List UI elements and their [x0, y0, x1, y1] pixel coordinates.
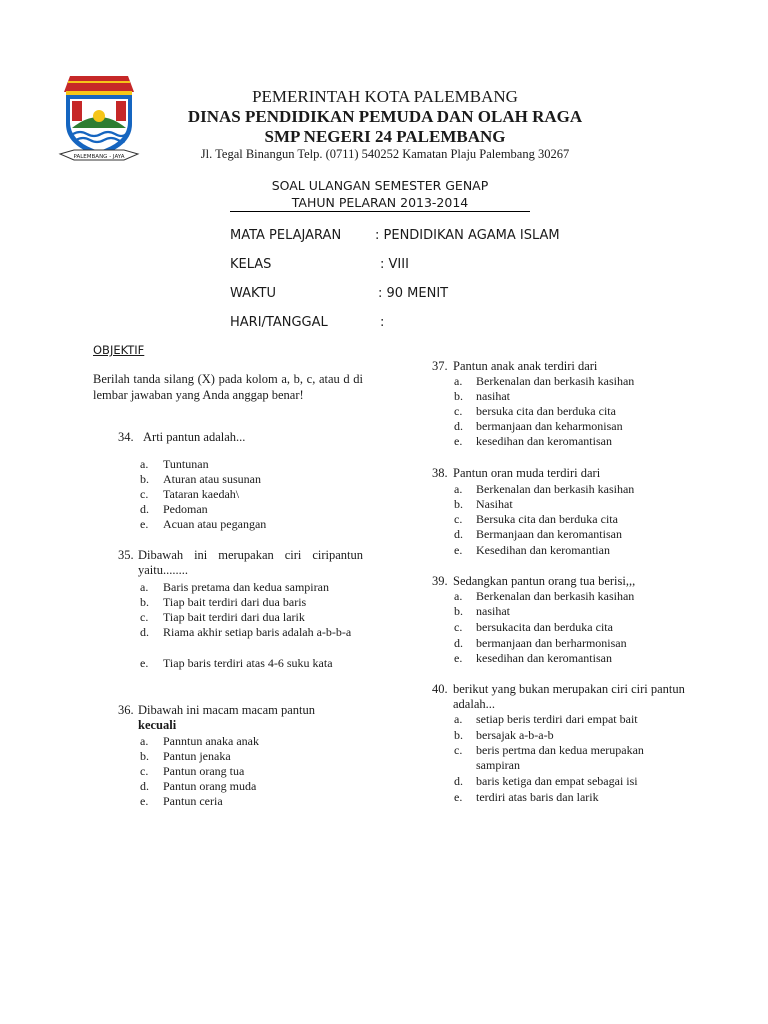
- option[interactable]: e. Tiap baris terdiri atas 4-6 suku kata: [140, 656, 333, 670]
- question-number: 39.: [432, 574, 448, 588]
- option[interactable]: a. Berkenalan dan berkasih kasihan: [454, 482, 635, 496]
- question-emphasis: kecuali: [138, 718, 177, 732]
- exam-year: TAHUN PELARAN 2013-2014: [230, 195, 530, 212]
- option[interactable]: d. Pantun orang muda: [140, 779, 257, 793]
- question-text: Pantun anak anak terdiri dari: [453, 359, 598, 373]
- school-address: Jl. Tegal Binangun Telp. (0711) 540252 Kamatan Plaju Palembang 30267: [200, 147, 570, 161]
- question-number: 35.: [118, 548, 134, 562]
- question-number: 34.: [118, 430, 134, 444]
- option[interactable]: e. Kesedihan dan keromantian: [454, 543, 610, 557]
- option[interactable]: b. bersajak a-b-a-b: [454, 728, 554, 742]
- option[interactable]: b. Nasihat: [454, 497, 513, 511]
- school-name: SMP NEGERI 24 PALEMBANG: [264, 127, 506, 146]
- option[interactable]: e. Pantun ceria: [140, 794, 223, 808]
- question-34: [118, 430, 368, 446]
- option[interactable]: d. bermanjaan dan keharmonisan: [454, 419, 623, 433]
- info-label: KELAS: [230, 257, 272, 272]
- option[interactable]: e. terdiri atas baris dan larik: [454, 790, 599, 804]
- option[interactable]: c. bersukacita dan berduka cita: [454, 620, 613, 634]
- question-35: [118, 548, 363, 580]
- section-heading: OBJEKTIF: [93, 343, 145, 357]
- option[interactable]: b. Tiap bait terdiri dari dua baris: [140, 595, 307, 609]
- option[interactable]: a. Tuntunan: [140, 457, 209, 471]
- info-label: MATA PELAJARAN: [230, 228, 342, 243]
- question-number: 37.: [432, 359, 448, 373]
- info-value: : 90 MENIT: [378, 286, 449, 301]
- option[interactable]: d. Bermanjaan dan keromantisan: [454, 527, 622, 541]
- department-title: DINAS PENDIDIKAN PEMUDA DAN OLAH RAGA: [187, 107, 583, 126]
- option[interactable]: a. Berkenalan dan berkasih kasihan: [454, 374, 635, 388]
- question-text: Sedangkan pantun orang tua berisi,,,: [453, 574, 636, 588]
- option[interactable]: d. baris ketiga dan empat sebagai isi: [454, 774, 638, 788]
- option[interactable]: a. Panntun anaka anak: [140, 734, 259, 748]
- option[interactable]: e. kesedihan dan keromantisan: [454, 434, 612, 448]
- info-value: :: [380, 315, 385, 330]
- option[interactable]: b. Aturan atau susunan: [140, 472, 261, 486]
- info-value: : PENDIDIKAN AGAMA ISLAM: [375, 228, 560, 243]
- question-number: 38.: [432, 466, 448, 480]
- info-value: : VIII: [380, 257, 409, 272]
- option[interactable]: c. bersuka cita dan berduka cita: [454, 404, 616, 418]
- question-number: 36.: [118, 703, 134, 717]
- option[interactable]: e. Acuan atau pegangan: [140, 517, 267, 531]
- question-text: berikut yang bukan merupakan ciri ciri pantun adalah...: [453, 682, 685, 711]
- question-39: [432, 574, 692, 590]
- option[interactable]: d. Riama akhir setiap baris adalah a-b-b-a: [140, 625, 352, 639]
- palembang-city-emblem: [58, 72, 140, 168]
- option[interactable]: a. setiap beris terdiri dari empat bait: [454, 712, 638, 726]
- exam-title: SOAL ULANGAN SEMESTER GENAP: [271, 178, 489, 193]
- option[interactable]: c. Bersuka cita dan berduka cita: [454, 512, 618, 526]
- question-40: [432, 682, 687, 714]
- question-number: 40.: [432, 682, 448, 696]
- option[interactable]: a. Berkenalan dan berkasih kasihan: [454, 589, 635, 603]
- option[interactable]: c. beris pertma dan kedua merupakan sampiran: [454, 743, 644, 772]
- instruction-text: Berilah tanda silang (X) pada kolom a, b, c, atau d di lembar jawaban yang Anda anggap benar!: [93, 372, 363, 402]
- government-title: PEMERINTAH KOTA PALEMBANG: [252, 87, 518, 106]
- question-text: Dibawah ini merupakan ciri ciripantun yaitu........: [138, 548, 363, 577]
- question-text: Dibawah ini macam macam pantun: [138, 703, 316, 717]
- question-37: [432, 359, 682, 375]
- option[interactable]: b. nasihat: [454, 604, 510, 618]
- option[interactable]: b. nasihat: [454, 389, 510, 403]
- option[interactable]: c. Tiap bait terdiri dari dua larik: [140, 610, 305, 624]
- option[interactable]: d. Pedoman: [140, 502, 208, 516]
- option[interactable]: c. Tataran kaedah\: [140, 487, 240, 501]
- option[interactable]: e. kesedihan dan keromantisan: [454, 651, 612, 665]
- option[interactable]: a. Baris pretama dan kedua sampiran: [140, 580, 329, 594]
- question-38: [432, 466, 682, 482]
- question-text: Pantun oran muda terdiri dari: [453, 466, 601, 480]
- question-36: [118, 703, 363, 735]
- option[interactable]: d. bermanjaan dan berharmonisan: [454, 636, 627, 650]
- emblem-ribbon-text: PALEMBANG - JAYA: [73, 154, 125, 160]
- option[interactable]: b. Pantun jenaka: [140, 749, 231, 763]
- info-label: WAKTU: [230, 286, 277, 301]
- option[interactable]: c. Pantun orang tua: [140, 764, 245, 778]
- question-text: Arti pantun adalah...: [143, 430, 246, 444]
- info-label: HARI/TANGGAL: [230, 315, 328, 330]
